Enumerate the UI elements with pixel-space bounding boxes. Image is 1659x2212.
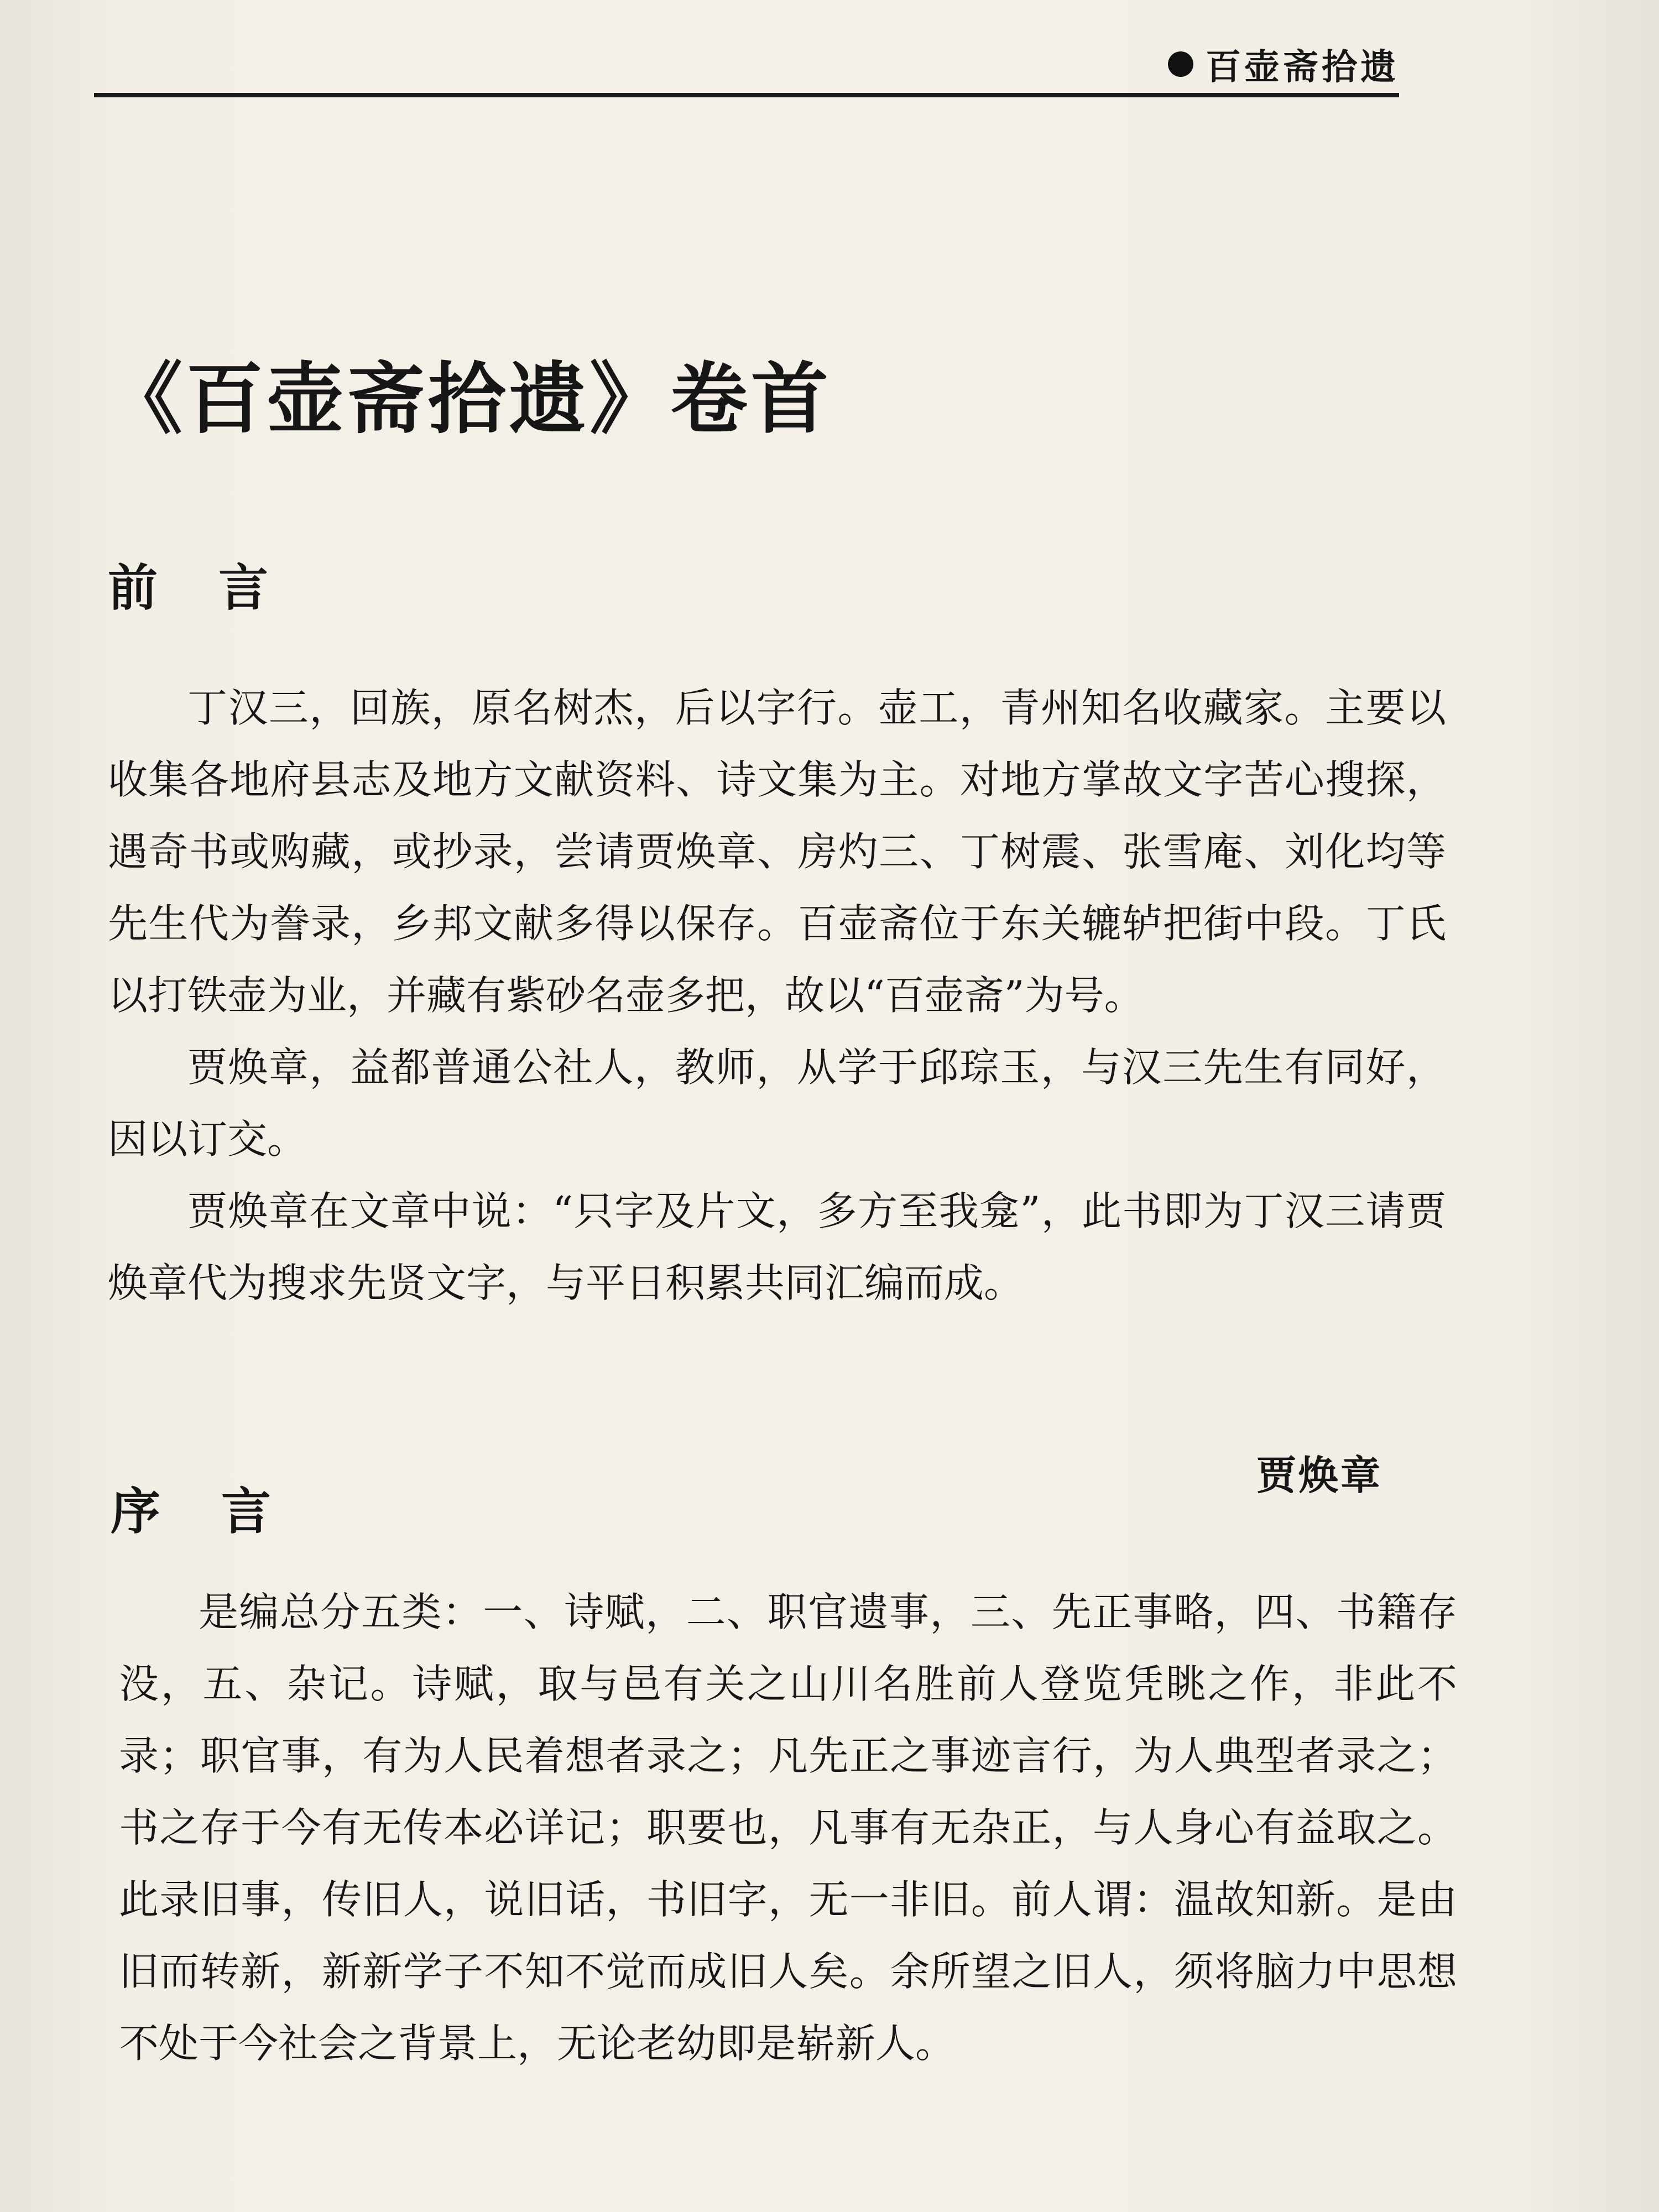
preface-author: 贾焕章: [1256, 1452, 1383, 1499]
foreword-paragraph-3: 贾焕章在文章中说：“只字及片文，多方至我龛”，此书即为丁汉三请贾焕章代为搜求先贤文字，与平日积累共同汇编而成。: [108, 1188, 1446, 1306]
foreword-paragraph-2: 贾焕章，益都普通公社人，教师，从学于邱琮玉，与汉三先生有同好，因以订交。: [108, 1044, 1446, 1162]
preface-body: [119, 1576, 1457, 2079]
section-heading-preface: 序言: [111, 1482, 332, 1541]
foreword-paragraph-1: 丁汉三，回族，原名树杰，后以字行。壶工，青州知名收藏家。主要以收集各地府县志及地方文献资料、诗文集为主。对地方掌故文字苦心搜探，遇奇书或购藏，或抄录，尝请贾焕章、房灼三、丁树震、张雪庵、刘化均等先生代为誊录，乡邦文献多得以保存。百壶斋位于东关辘轳把街中段。丁氏以打铁壶为业，并藏有紫砂名壶多把，故以“百壶斋”为号。: [108, 685, 1446, 1019]
section-heading-foreword: 前言: [108, 559, 329, 617]
running-head: [1168, 39, 1399, 90]
header-rule: [94, 93, 1399, 97]
preface-paragraph-1: 是编总分五类：一、诗赋，二、职官遗事，三、先正事略，四、书籍存没，五、杂记。诗赋，取与邑有关之山川名胜前人登览凭眺之作，非此不录；职官事，有为人民着想者录之；凡先正之事迹言行，为人典型者录之；书之存于今有无传本必详记；职要也，凡事有无杂正，与人身心有益取之。此录旧事，传旧人，说旧话，书旧字，无一非旧。前人谓：温故知新。是由旧而转新，新新学子不知不觉而成旧人矣。余所望之旧人，须将脑力中思想不处于今社会之背景上，无论老幼即是崭新人。: [119, 1589, 1457, 2067]
volume-title: 《百壶斋拾遗》卷首: [105, 354, 832, 445]
running-head-text: 百壶斋拾遗: [1206, 46, 1399, 88]
foreword-body: [108, 672, 1446, 1319]
bullet-dot-icon: [1168, 51, 1193, 77]
